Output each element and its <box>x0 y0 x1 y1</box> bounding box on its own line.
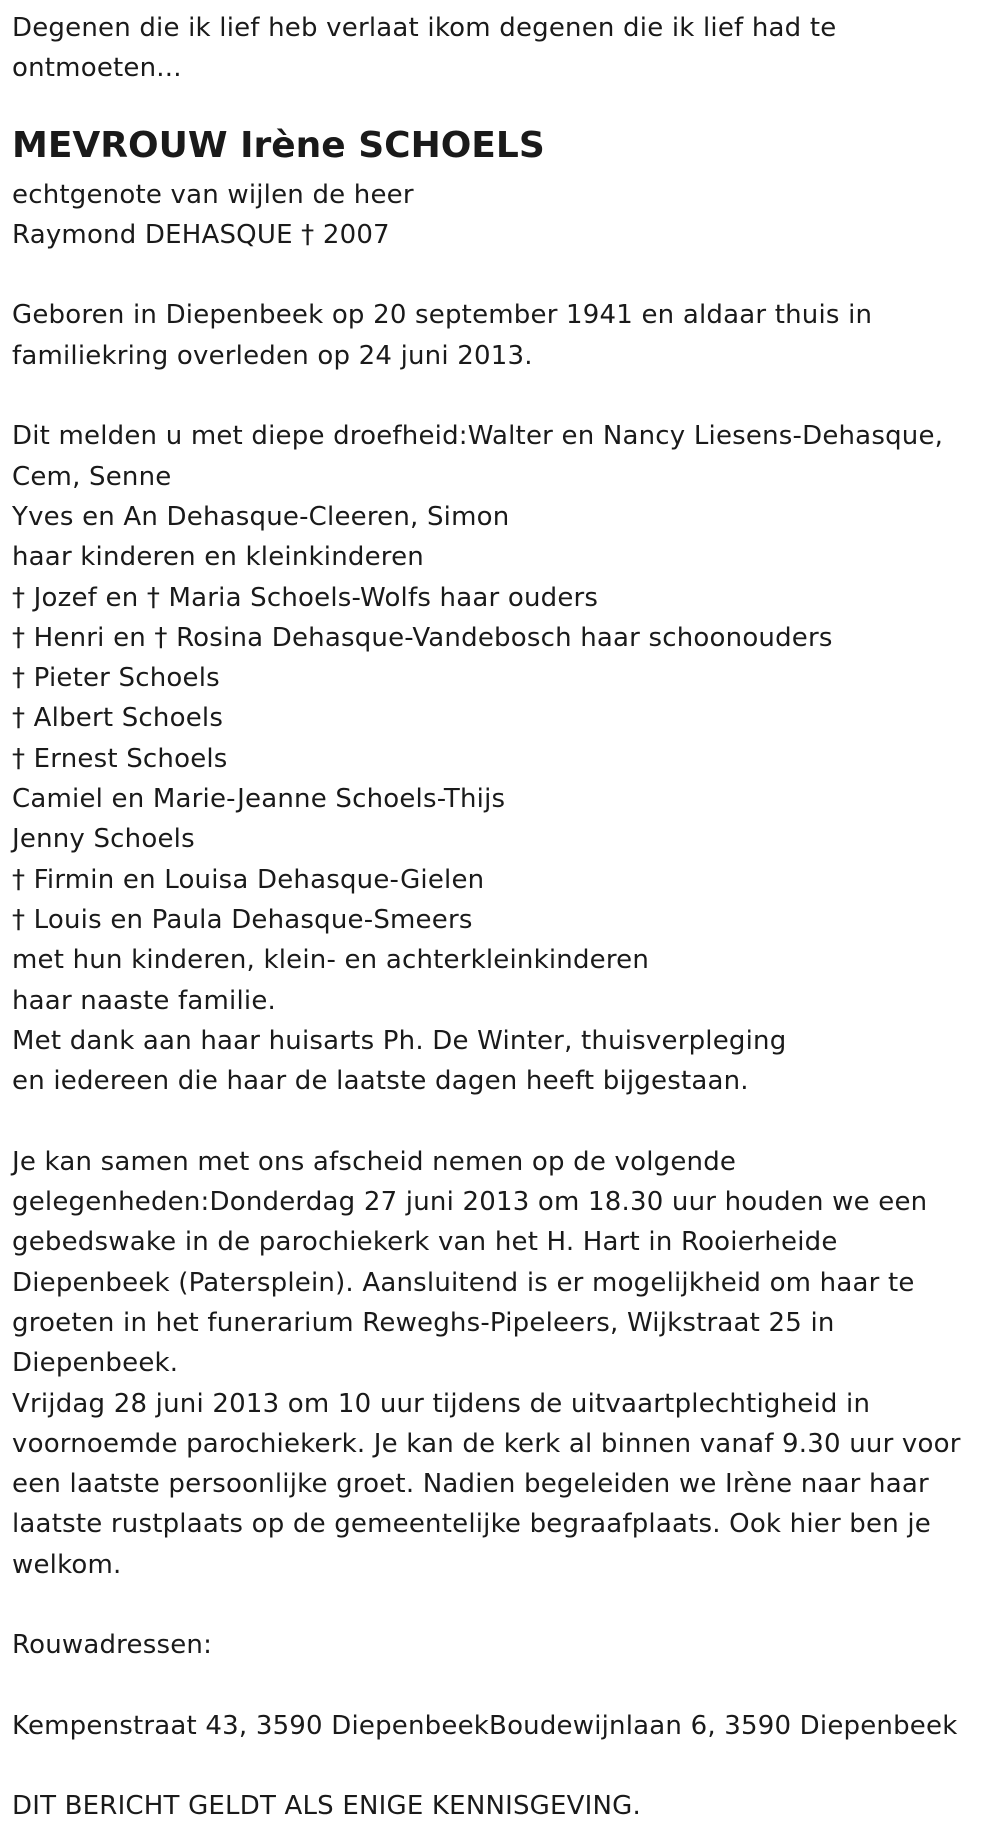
family-line: † Albert Schoels <box>12 703 224 734</box>
intro-line: Degenen die ik lief heb verlaat ikom degenen die ik lief had te <box>12 13 837 43</box>
farewell-line: laatste rustplaats op de gemeentelijke begraafplaats. Ook hier ben je <box>12 1509 931 1540</box>
family-line: met hun kinderen, klein- en achterkleinkinderen <box>12 945 650 976</box>
intro-line: ontmoeten... <box>12 53 182 84</box>
spouse-info <box>12 175 1000 256</box>
birth-death-line: familiekring overleden op 24 juni 2013. <box>12 340 533 371</box>
spacer <box>12 255 1000 295</box>
farewell-line: Diepenbeek. <box>12 1348 179 1379</box>
farewell-info <box>12 1142 1000 1585</box>
farewell-line: voornoemde parochiekerk. Je kan de kerk al binnen vanaf 9.30 uur voor <box>12 1428 961 1459</box>
spouse-line: Raymond DEHASQUE † 2007 <box>12 219 390 250</box>
farewell-line: Je kan samen met ons afscheid nemen op de volgende <box>12 1146 737 1177</box>
farewell-line: groeten in het funerarium Reweghs-Pipeleers, Wijkstraat 25 in <box>12 1307 835 1338</box>
spacer <box>12 1101 1000 1141</box>
family-line: † Henri en † Rosina Dehasque-Vandebosch haar schoonouders <box>12 622 833 653</box>
family-line: haar naaste familie. <box>12 985 276 1016</box>
family-line: Cem, Senne <box>12 461 172 492</box>
spacer <box>12 1585 1000 1625</box>
farewell-line: welkom. <box>12 1549 122 1580</box>
family-line: haar kinderen en kleinkinderen <box>12 542 424 573</box>
farewell-line: Diepenbeek (Patersplein). Aansluitend is er mogelijkheid om haar te <box>12 1267 915 1298</box>
family-list <box>12 416 1000 1101</box>
family-line: † Pieter Schoels <box>12 663 220 694</box>
family-line: † Jozef en † Maria Schoels-Wolfs haar ouders <box>12 582 599 613</box>
family-line: Jenny Schoels <box>12 824 195 855</box>
farewell-line: een laatste persoonlijke groet. Nadien begeleiden we Irène naar haar <box>12 1469 929 1500</box>
spacer <box>12 1746 1000 1786</box>
farewell-line: Vrijdag 28 juni 2013 om 10 uur tijdens de uitvaartplechtigheid in <box>12 1388 871 1419</box>
farewell-line: gebedswake in de parochiekerk van het H. Hart in Rooierheide <box>12 1227 838 1258</box>
family-line: Camiel en Marie-Jeanne Schoels-Thijs <box>12 784 506 815</box>
birth-death-info <box>12 295 1000 376</box>
intro-quote <box>12 8 1000 89</box>
condolence-addresses: Kempenstraat 43, 3590 DiepenbeekBoudewijnlaan 6, 3590 Diepenbeek <box>12 1710 958 1741</box>
farewell-line: gelegenheden:Donderdag 27 juni 2013 om 18.30 uur houden we een <box>12 1187 928 1218</box>
spacer <box>12 376 1000 416</box>
family-line: † Louis en Paula Dehasque-Smeers <box>12 904 473 935</box>
birth-death-line: Geboren in Diepenbeek op 20 september 1941 en aldaar thuis in <box>12 300 873 331</box>
family-line: Dit melden u met diepe droefheid:Walter en Nancy Liesens-Dehasque, <box>12 421 944 452</box>
condolence-label: Rouwadressen: <box>12 1630 213 1661</box>
spouse-line: echtgenote van wijlen de heer <box>12 179 414 210</box>
family-line: † Ernest Schoels <box>12 743 228 774</box>
family-line: en iedereen die haar de laatste dagen heeft bijgestaan. <box>12 1066 749 1097</box>
family-line: Yves en An Dehasque-Cleeren, Simon <box>12 501 510 532</box>
family-line: † Firmin en Louisa Dehasque-Gielen <box>12 864 485 895</box>
deceased-name-title: MEVROUW Irène SCHOELS <box>12 124 545 166</box>
spacer <box>12 1666 1000 1706</box>
official-notice: DIT BERICHT GELDT ALS ENIGE KENNISGEVING. <box>12 1791 641 1822</box>
family-line: Met dank aan haar huisarts Ph. De Winter, thuisverpleging <box>12 1025 787 1056</box>
